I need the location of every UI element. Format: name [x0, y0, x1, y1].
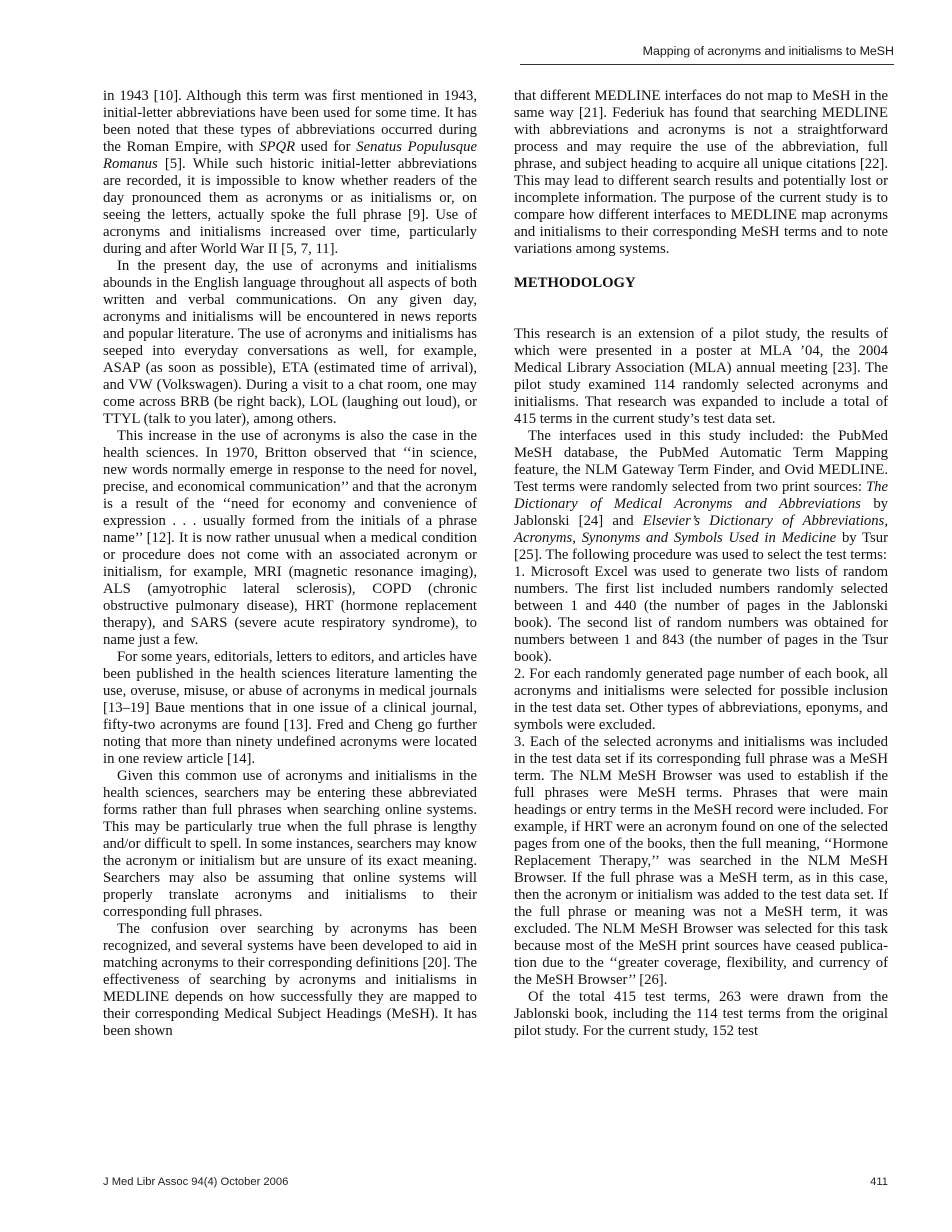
paragraph-intro-history	[103, 88, 477, 258]
italic-book-title: Elsevier’s Dictionary of Abbreviations, Acronyms, Synonyms and Symbols Used in Medicine	[514, 513, 888, 546]
text-span: The interfaces used in this study included: the PubMed MeSH database, the PubMed Automatic Term Mapping feature, the NLM Gateway Term Finder, and Ovid MEDLINE. Test terms were randomly selected from two print sources:	[514, 428, 888, 495]
running-title: Mapping of acronyms and initialisms to MeSH	[642, 44, 894, 58]
text-span: in 1943 [10]. Although this term was first mentioned in 1943, initial-letter abbreviations have been used for some time. It has been noted that these types of abbreviations occurred during the Roman Empire, with	[103, 88, 477, 155]
italic-book-title: The Dictionary of Medical Acronyms and Abbreviations	[514, 479, 888, 512]
paragraph-health-sciences: This increase in the use of acronyms is also the case in the health sciences. In 1970, Britton observed that ‘‘in science, new words normally emerge in response to the need for novel, precise, and economical communication’’ and that the acronym is a result of the ‘‘need for economy and convenience of expression . . . usually formed from the initials of a phrase name’’ [12]. It is now rather unusual when a medical condition or procedure does not come with an associated acronym or initialism, for example, MRI (magnetic resonance imaging), ALS (amyotrophic lateral sclerosis), COPD (chronic obstructive pulmonary disease), HRT (hormone replacement therapy), and SARS (severe acute respiratory syndrome), to name just a few.	[103, 428, 477, 648]
procedure-step-3: 3. Each of the selected acronyms and initialisms was included in the test data set if its corresponding full phrase was a MeSH term. The NLM MeSH Browser was used to establish if the full phrases were MeSH terms. Phrases that were main headings or entry terms in the MeSH record were included. For example, if HRT were an acronym found on one of the selected pages from one of the books, then the full meaning, ‘‘Hormone Replacement Therapy,’’ was searched in the NLM MeSH Browser. If the full phrase was a MeSH term, as in this case, then the acronym or initialism was added to the test data set. If the full phrase or meaning was not a MeSH term, it was excluded. The NLM MeSH Browser was selected for this task because most of the MeSH print sources have ceased publication due to the ‘‘greater coverage, flexibility, and currency of the MeSH Browser’’ [26].	[514, 734, 888, 988]
paragraph-total-terms: Of the total 415 test terms, 263 were drawn from the Jablonski book, including the 114 test terms from the original pilot study. For the current study, 152 test	[514, 989, 888, 1039]
italic-term: Senatus Populusque Romanus	[103, 139, 477, 172]
section-heading-methodology: METHODOLOGY	[514, 275, 636, 291]
right-column	[514, 88, 888, 1040]
paragraph-pilot-study: This research is an extension of a pilot study, the results of which were presented in a poster at MLA ’04, the 2004 Medical Library Association (MLA) annual meeting [23]. The pilot study examined 114 randomly selected acronyms and initialisms. That research was expanded to include a total of 415 terms in the current study’s test data set.	[514, 326, 888, 427]
paragraph-present-day: In the present day, the use of acronyms and initialisms abounds in the English language throughout all aspects of both written and verbal communications. On any given day, acronyms and initialisms will be encountered in news reports and popular literature. The use of acronyms and initialisms has seeped into everyday conversations as well, for example, ASAP (as soon as possible), ETA (estimated time of arrival), and VW (Volkswagen). During a visit to a chat room, one may come across BRB (be right back), LOL (laughing out loud), or TTYL (talk to you later), among others.	[103, 258, 477, 427]
left-column	[103, 88, 477, 1040]
paragraph-interfaces-mapping: that different MEDLINE interfaces do not map to MeSH in the same way [21]. Federiuk has found that searching MEDLINE with abbreviations and acronyms is not a straightforward process and may require the use of the abbreviation, full phrase, and subject heading to acquire all unique citations [22]. This may lead to different search results and potentially lost or incomplete information. The purpose of the current study is to compare how different interfaces to MEDLINE map acronyms and initialisms to their corresponding MeSH terms and to note variations among systems.	[514, 88, 888, 257]
paragraph-searchers: Given this common use of acronyms and initialisms in the health sciences, searchers may be entering these abbreviated forms rather than full phrases when searching online systems. This may be particularly true when the full phrase is lengthy and/or difficult to spell. In some instances, searchers may know the acronym or initialism but are unsure of its exact meaning. Searchers may also be assuming that online systems will properly translate acronyms and initialisms to their corresponding full phrases.	[103, 768, 477, 920]
text-span: [5]. While such historic initial-letter abbreviations are recorded, it is impossible to know whether readers of the day pronounced them as acronyms or as initialisms or, on seeing the letters, actually spoke the full phrase [9]. Use of acronyms and initialisms increased over time, particularly during and after World War II [5, 7, 11].	[103, 156, 477, 257]
paragraph-editorials: For some years, editorials, letters to editors, and articles have been published in the health sciences literature lamenting the use, overuse, misuse, or abuse of acronyms in medical journals [13–19] Baue mentions that in one issue of a clinical journal, fifty-two acronyms are found [13]. Fred and Cheng go further noting that more than ninety undefined acronyms were located in one review article [14].	[103, 649, 477, 767]
text-span: used for	[295, 139, 357, 155]
paragraph-interfaces-used	[514, 428, 888, 564]
text-span: by Tsur [25]. The following procedure was used to select the test terms:	[514, 530, 888, 563]
procedure-step-2: 2. For each randomly generated page number of each book, all acronyms and initialisms were selected for possible inclusion in the test data set. Other types of abbreviations, eponyms, and symbols were excluded.	[514, 666, 888, 733]
paragraph-confusion: The confusion over searching by acronyms has been recognized, and several systems have been developed to aid in matching acronyms to their corresponding definitions [20]. The effectiveness of searching by acronyms and initialisms in MEDLINE depends on how successfully they are mapped to their corresponding Medical Subject Headings (MeSH). It has been shown	[103, 921, 477, 1039]
text-span: by Jablonski [24] and	[514, 496, 889, 529]
page-number: 411	[870, 1176, 888, 1188]
italic-term: SPQR	[259, 139, 296, 155]
procedure-step-1: 1. Microsoft Excel was used to generate two lists of random numbers. The first list included numbers randomly selected between 1 and 440 (the number of pages in the Jablonski book). The second list of random numbers was obtained for numbers between 1 and 843 (the number of pages in the Tsur book).	[514, 564, 888, 665]
header-rule	[520, 64, 894, 65]
footer-citation: J Med Libr Assoc 94(4) October 2006	[103, 1176, 289, 1188]
